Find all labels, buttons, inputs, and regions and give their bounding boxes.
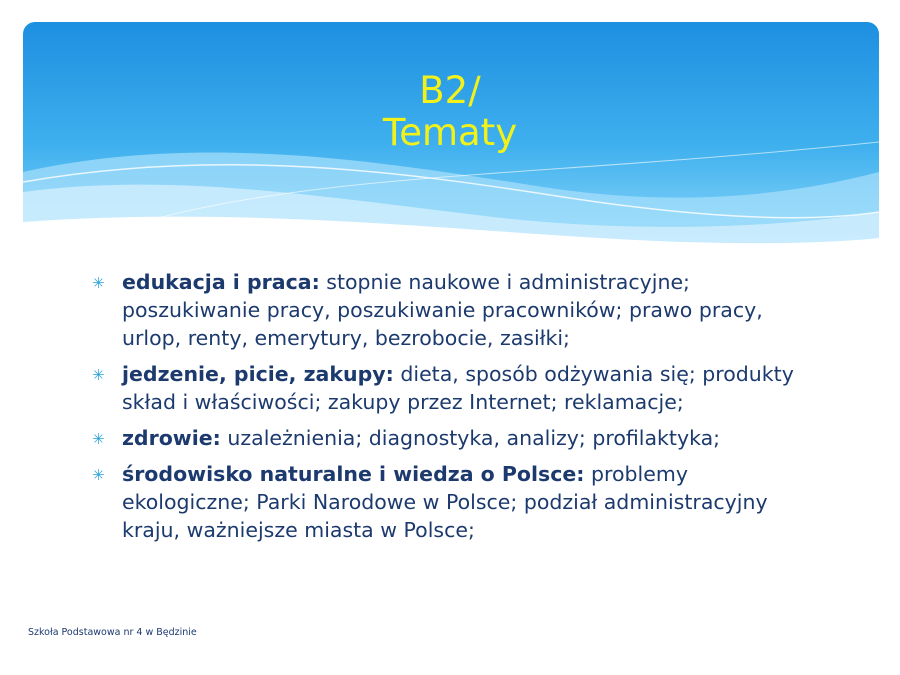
topic-text: stopnie naukowe i administracyjne; poszukiwanie pracy, poszukiwanie pracowników; prawo pracy, urlop, renty, emerytury, bezrobocie, zasiłki;: [122, 270, 763, 350]
list-item: [92, 268, 812, 352]
topic-text: dieta, sposób odżywania się; produkty skład i właściwości; zakupy przez Internet; reklamacje;: [122, 362, 794, 414]
bullet-star-icon: ✳: [92, 466, 105, 484]
topic-list: [92, 268, 812, 552]
topic-heading: zdrowie: [122, 426, 213, 450]
title-line-2: Tematy: [382, 111, 518, 154]
title-line-1: B2/: [419, 69, 481, 112]
topic-text: uzależnienia; diagnostyka, analizy; profilaktyka;: [220, 426, 721, 450]
topic-text: problemy ekologiczne; Parki Narodowe w Polsce; podział administracyjny kraju, ważniejsze miasta w Polsce;: [122, 462, 768, 542]
topic-separator: :: [385, 362, 394, 386]
bullet-star-icon: ✳: [92, 430, 105, 448]
topic-heading: środowisko naturalne i wiedza o Polsce:: [122, 462, 585, 486]
list-item: [92, 360, 812, 416]
bullet-star-icon: ✳: [92, 366, 105, 384]
bullet-star-icon: ✳: [92, 274, 105, 292]
list-item: [92, 424, 812, 452]
topic-heading: edukacja i praca: [122, 270, 312, 294]
topic-separator: :: [212, 426, 221, 450]
slide-title: [0, 70, 900, 154]
topic-separator: :: [311, 270, 320, 294]
list-item: [92, 460, 812, 544]
footer-school-name: Szkoła Podstawowa nr 4 w Będzinie: [28, 627, 197, 638]
topic-heading: jedzenie, picie, zakupy: [122, 362, 386, 386]
